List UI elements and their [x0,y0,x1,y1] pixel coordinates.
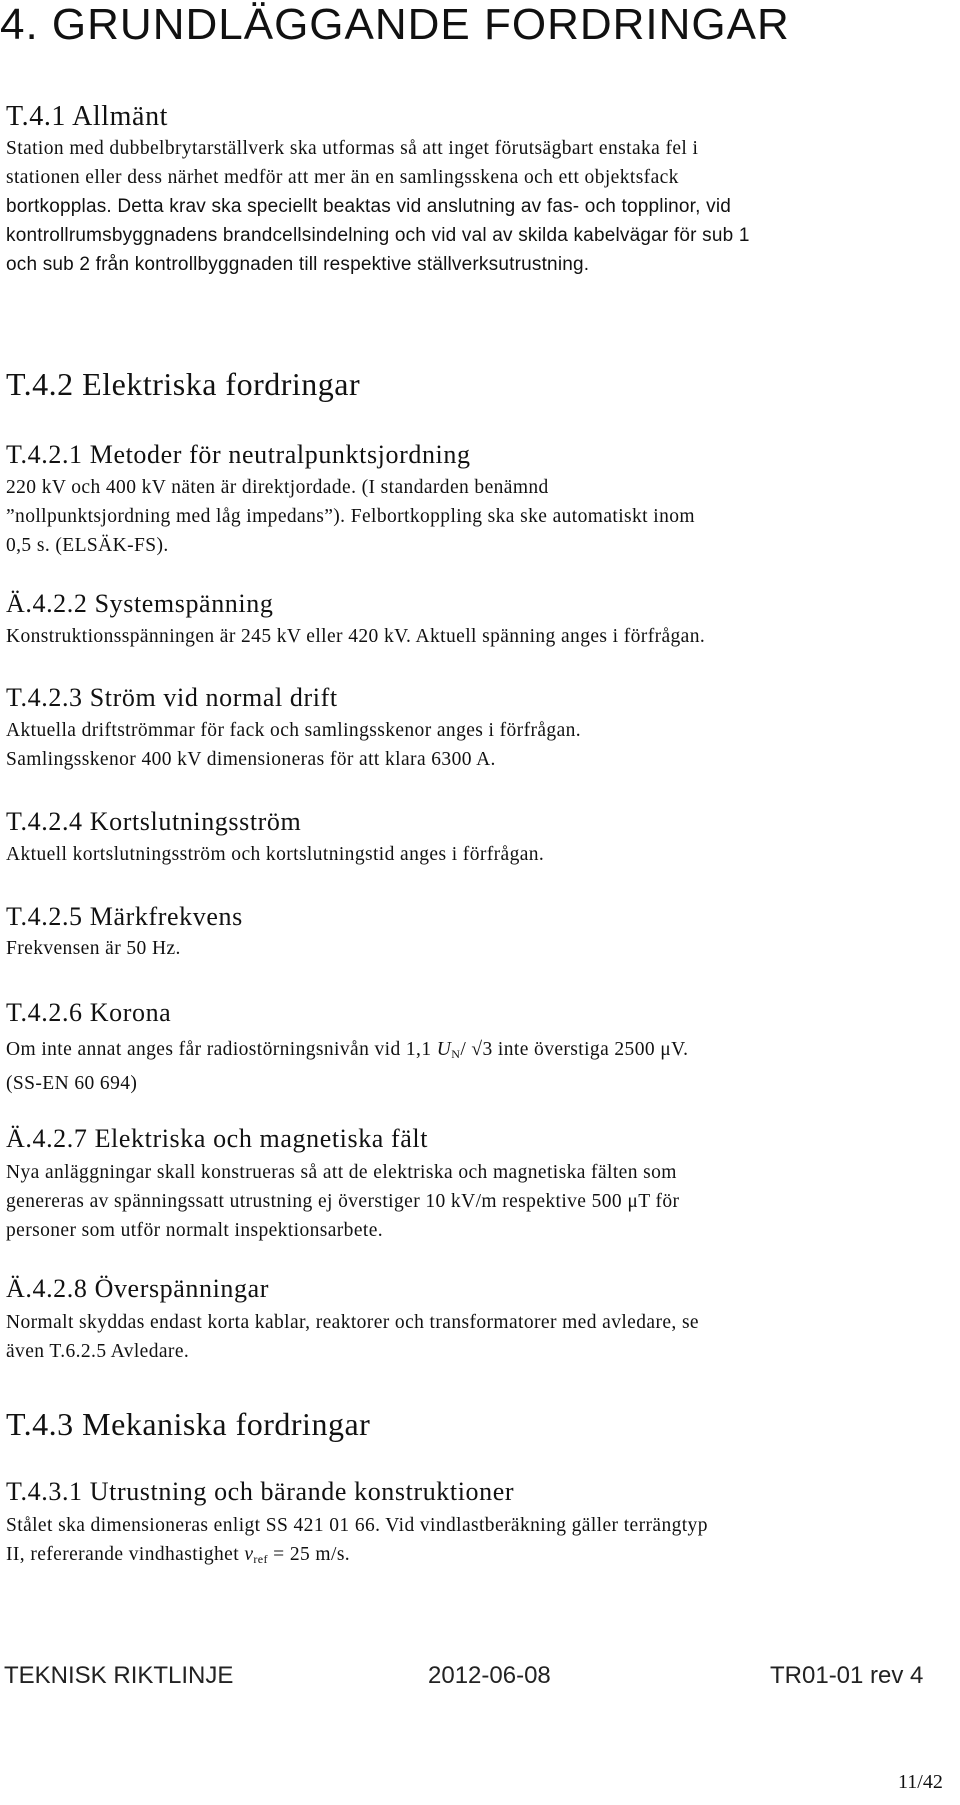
text-line: och sub 2 från kontrollbyggnaden till respektive ställverksutrustning. [6,254,590,275]
subsection-heading-falt: Ä.4.2.7 Elektriska och magnetiska fält [6,1124,429,1153]
subsection-text-systemspanning [6,622,946,651]
text-line: stationen eller dess närhet medför att mer än en samlingsskena och ett objektsfack [6,167,679,188]
subsection-heading-metoder: T.4.2.1 Metoder för neutralpunktsjordning [6,440,471,469]
footer-date: 2012-06-08 [428,1662,551,1689]
subsection-text-metoder [6,473,946,560]
text-line: Konstruktionsspänningen är 245 kV eller 420 kV. Aktuell spänning anges i förfrågan. [6,626,706,647]
section-text-allmant [6,134,946,192]
text-run: / √3 inte överstiga 2500 μV. [460,1039,689,1060]
text-line [6,1035,946,1069]
text-line: bortkopplas. Detta krav ska speciellt beaktas vid anslutning av fas- och topplinor, vid [6,196,732,217]
subsection-text-korona [6,1035,946,1098]
subsection-text-strom [6,716,946,774]
symbol-U: U [436,1039,452,1060]
subsection-text-kortslutning [6,840,946,869]
text-line: även T.6.2.5 Avledare. [6,1341,190,1362]
page-number: 11/42 [898,1771,943,1793]
text-line: ”nollpunktsjordning med låg impedans”). Felbortkoppling ska ske automatiskt inom [6,506,695,527]
text-line: Aktuella driftströmmar för fack och samlingsskenor anges i förfrågan. [6,720,582,741]
symbol-v: v [244,1544,254,1565]
text-line: personer som utför normalt inspektionsarbete. [6,1220,384,1241]
subscript-ref: ref [253,1552,268,1566]
text-line: Frekvensen är 50 Hz. [6,938,181,959]
subsection-heading-korona: T.4.2.6 Korona [6,998,172,1027]
text-run: II, refererande vindhastighet [6,1544,245,1565]
footer-doc-id: TR01-01 rev 4 [770,1662,924,1689]
text-line: (SS-EN 60 694) [6,1073,138,1094]
subsection-heading-markfrekvens: T.4.2.5 Märkfrekvens [6,902,243,931]
text-run: = 25 m/s. [267,1544,351,1565]
section-heading-allmant: T.4.1 Allmänt [6,101,169,132]
subsection-text-falt [6,1158,946,1245]
text-line: genereras av spänningssatt utrustning ej överstiger 10 kV/m respektive 500 μT för [6,1191,680,1212]
text-line: kontrollrumsbyggnadens brandcellsindelning och vid val av skilda kabelvägar för sub 1 [6,225,750,246]
subsection-text-utrustning [6,1511,946,1574]
subsection-text-markfrekvens [6,934,946,963]
subsection-heading-utrustning: T.4.3.1 Utrustning och bärande konstruktioner [6,1477,515,1506]
text-line: 220 kV och 400 kV näten är direktjordade. (I standarden benämnd [6,477,549,498]
text-line: Nya anläggningar skall konstrueras så att de elektriska och magnetiska fälten som [6,1162,677,1183]
footer-doc-type: TEKNISK RIKTLINJE [4,1662,234,1689]
text-run: Om inte annat anges får radiostörningsnivån vid 1,1 [6,1039,437,1060]
subsection-heading-kortslutning: T.4.2.4 Kortslutningsström [6,807,302,836]
text-line: 0,5 s. (ELSÄK-FS). [6,535,169,556]
section-heading-elektriska: T.4.2 Elektriska fordringar [6,366,361,402]
subscript-N: N [451,1047,461,1061]
section-text-allmant-cont [6,192,946,279]
text-line [6,1540,946,1574]
text-line: Stålet ska dimensioneras enligt SS 421 01 66. Vid vindlastberäkning gäller terrängtyp [6,1515,708,1536]
text-line: Normalt skyddas endast korta kablar, reaktorer och transformatorer med avledare, se [6,1312,699,1333]
text-line: Aktuell kortslutningsström och kortslutningstid anges i förfrågan. [6,844,545,865]
subsection-text-overspanningar [6,1308,946,1366]
chapter-title: 4. GRUNDLÄGGANDE FORDRINGAR [0,0,790,49]
text-line: Station med dubbelbrytarställverk ska utformas så att inget förutsägbart enstaka fel i [6,138,699,159]
text-line: Samlingsskenor 400 kV dimensioneras för att klara 6300 A. [6,749,496,770]
subsection-heading-systemspanning: Ä.4.2.2 Systemspänning [6,589,274,618]
section-heading-mekaniska: T.4.3 Mekaniska fordringar [6,1406,371,1442]
subsection-heading-strom: T.4.2.3 Ström vid normal drift [6,683,338,712]
subsection-heading-overspanningar: Ä.4.2.8 Överspänningar [6,1274,270,1303]
